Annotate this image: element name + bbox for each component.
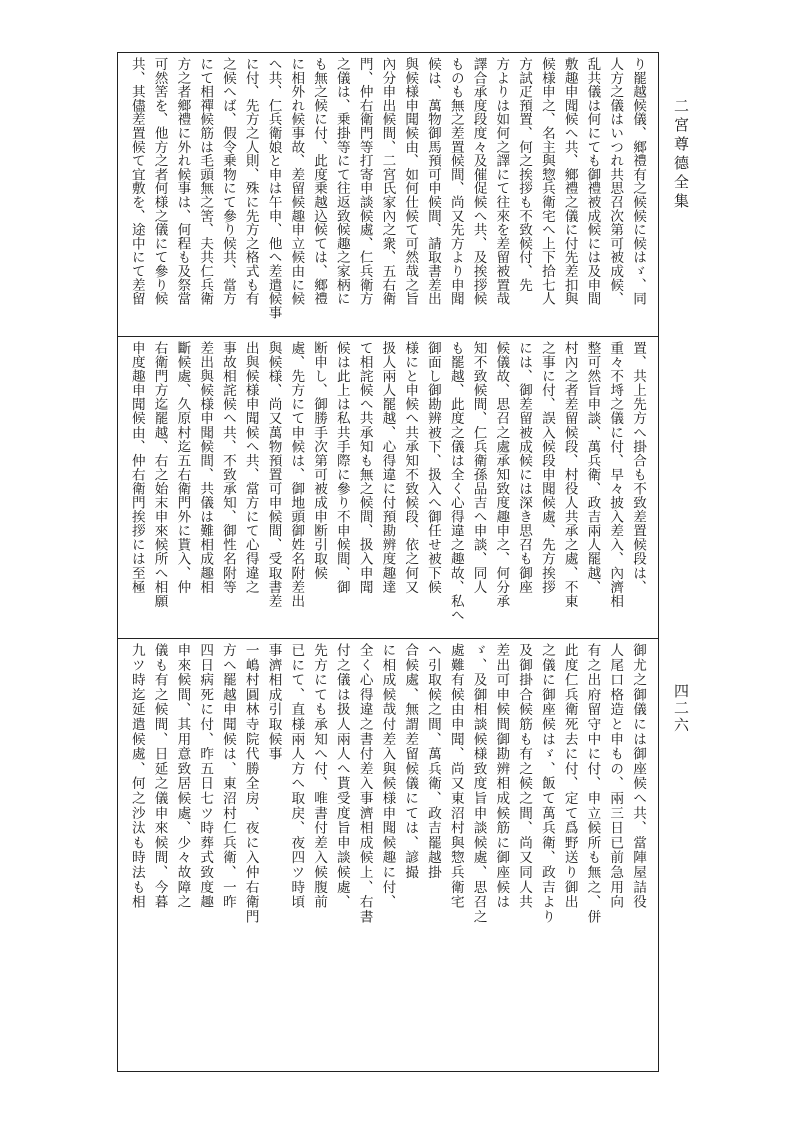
text-column: に相成候哉付差入與候様申聞候趣に付、 (379, 643, 396, 910)
text-column: に相外れ候事故、差留候趣申立候由に候 (288, 57, 305, 306)
text-column: 村內之者差留候段、村役人共承之處、不東 (561, 341, 578, 608)
text-column: 候儀故、思召之處承知致度趣申之、何分承 (493, 341, 510, 608)
text-column: ものも無之差置候間、尚又先方より申聞 (447, 57, 464, 306)
text-column: 知不致候間、仁兵衛孫品吉へ申談、同人 (470, 341, 487, 594)
text-column: 扱人兩人罷越、心得違に付預勘辨度趣達 (379, 341, 396, 594)
text-frame (117, 52, 659, 1072)
text-column: 事濟相成引取候事 (265, 643, 282, 762)
text-column: 人方之儀はいつれ共思召次第可被成候、 (607, 57, 624, 306)
text-column: 差出與候様申聞候間、共儀は難相成趣相 (197, 341, 214, 594)
text-column: 候は、萬物御馬預可申候間、請取書差出 (424, 57, 441, 306)
text-column: 整可然旨申談、萬兵衛、政吉兩人罷越、 (584, 341, 601, 594)
text-column: 候は此上は私共手際に參り不申候間、御 (333, 341, 350, 594)
text-column: り罷越候儀、鄉禮有之候候に候はゞ、同 (630, 57, 646, 306)
text-column: 門、仲右衛門等打寄申談候處、仁兵衛方 (356, 57, 373, 306)
text-column: 置、共上先方へ掛合も不致差置候段は、 (630, 341, 646, 594)
text-column: へ引取候之間、萬兵衛、政吉罷越掛 (424, 643, 441, 880)
text-column: 一嶋村圓林寺院代勝全房、夜に入仲右衛門 (242, 643, 259, 925)
text-column: 及御掛合候筋も有之候之間、尚又同人共 (516, 643, 533, 910)
text-column: 共、其儘差置候て宜敷を、途中にて差留 (128, 57, 145, 306)
text-column: 與候様申聞候由、如何仕候て可然哉之旨 (402, 57, 419, 306)
text-block-bottom (118, 639, 658, 1073)
text-column: 方へ罷越申聞候は、東沼村仁兵衛、一昨 (219, 643, 236, 910)
text-column: ゞ、及御相談候様致度旨申談候處、思召之 (470, 643, 487, 925)
text-column: 方よりは如何之譯にて往來を差留被置哉 (493, 57, 510, 306)
text-column: には、御差留被成候には深き思召も御座 (516, 341, 533, 594)
text-column: も無之候に付、此度乗越込候ては、鄉禮 (311, 57, 328, 306)
text-column: 可然筈を、他方之者何様之儀にて參り候 (151, 57, 168, 306)
text-column: 右衛門方迄罷越、右之始末申來候所へ相願 (151, 341, 168, 608)
text-column: 之儀に御座候はゞ、飯て萬兵衛、政吉より (538, 643, 555, 925)
text-column: 儀も有之候間、日延之儀申來候間、今暮 (151, 643, 168, 910)
text-column: 重々不埓之儀に付、早々披入差入、內濟相 (607, 341, 624, 608)
text-column: 內分申出候間、二宮氏家內之衆、五右衛 (379, 57, 396, 306)
page-number: 四二六 (672, 683, 690, 734)
text-column: 與候様、尚又萬物預置可申候間、受取書差 (265, 341, 282, 608)
text-column: 候様申之、名主與惣兵衛宅へ上下拾七人 (538, 57, 555, 306)
book-title: 二宮尊德全集 (672, 98, 690, 212)
text-column: 御面し御勘辨被下、扱入へ御任せ被下候 (424, 341, 441, 594)
text-block-middle (118, 337, 658, 638)
text-column: 先方にても承知へ付、唯書付差入候腹前 (311, 643, 328, 910)
text-column: 已にて、直様兩人方へ取戻、夜四ツ時頃 (288, 643, 305, 910)
text-column: 方試疋預置、何之挨拶も不致候付、先 (516, 57, 533, 292)
text-column: 此度仁兵衛死去に付、定て爲野送り御出 (561, 643, 578, 910)
text-column: 處、先方にて申候は、御地頭御姓名附差出 (288, 341, 305, 608)
text-column: 全く心得違之書付差入事濟相成候上、右書 (356, 643, 373, 925)
text-column: 御尤之御儀には御座候へ共、當陣屋詰役 (630, 643, 646, 910)
text-column: 申來候間、其用意致居候處、少々故障之 (174, 643, 191, 910)
text-column: 断申し、御勝手次第可被成申断引取候 (311, 341, 328, 580)
text-column: 合候處、無謂差留候儀にては、諺撮 (402, 643, 419, 880)
text-column: 四日病死に付、昨五日七ツ時葬式致度趣 (197, 643, 214, 910)
text-column: 申度趣申聞候由、仲右衛門挨拶には至極 (128, 341, 145, 594)
text-column: 之候へば、假令乗物にて參り候共、當方 (219, 57, 236, 306)
text-column: 之事に付、誤入候段申聞候處、先方挨拶 (538, 341, 555, 594)
text-column: 方之者鄉禮に外れ候事は、何程も及祭當 (174, 57, 191, 306)
text-column: も罷越、此度之儀は全く心得違之趣故、私へ (447, 341, 464, 622)
text-block-top (118, 53, 658, 336)
text-column: へ共、仁兵衛娘と申は午申、他へ差遣候事 (265, 57, 282, 320)
text-column: 有之出府留守中に付、申立候所も無之、併 (584, 643, 601, 925)
text-column: 差出可申候間御勘辨相成候筋に御座候は (493, 643, 510, 910)
text-column: 斷候處、久原村迄五右衛門外に貰入、仲 (174, 341, 191, 594)
text-column: 譯合承度段度々及催促候へ共、及挨拶候 (470, 57, 487, 306)
text-column: 之儀は、乗掛等にて往返致候趣之家柄に (333, 57, 350, 306)
text-column: にて相禪候筋は毛頭無之筈、夫共仁兵衛 (197, 57, 214, 306)
text-column: 敷趣申聞候へ共、鄉禮之儀に付先差扣與 (561, 57, 578, 306)
text-column: に付、先方之人則、殊に先方之格式も有 (242, 57, 259, 306)
text-column: 九ツ時迄延遣候處、何之沙汰も時法も相 (128, 643, 145, 910)
text-column: 様にと申候へ共承知不致候段、依之何又 (402, 341, 419, 594)
text-column: 事故相詫候へ共、不致承知、御性名附等 (219, 341, 236, 594)
text-column: 付之儀は扱人兩人へ貰受度旨申談候處、 (333, 643, 350, 910)
text-column: て相詫候へ共承知も無之候間、扱入申聞 (356, 341, 373, 594)
text-column: 出與候様申聞候へ共、當方にて心得違之 (242, 341, 259, 594)
text-column: 處難有候由申聞、尚又東沼村與惣兵衛宅 (447, 643, 464, 910)
text-column: 乱共儀は何にても御禮被成候には及申間 (584, 57, 601, 306)
text-column: 人尾口格造と申もの、兩三日已前急用向 (607, 643, 624, 910)
